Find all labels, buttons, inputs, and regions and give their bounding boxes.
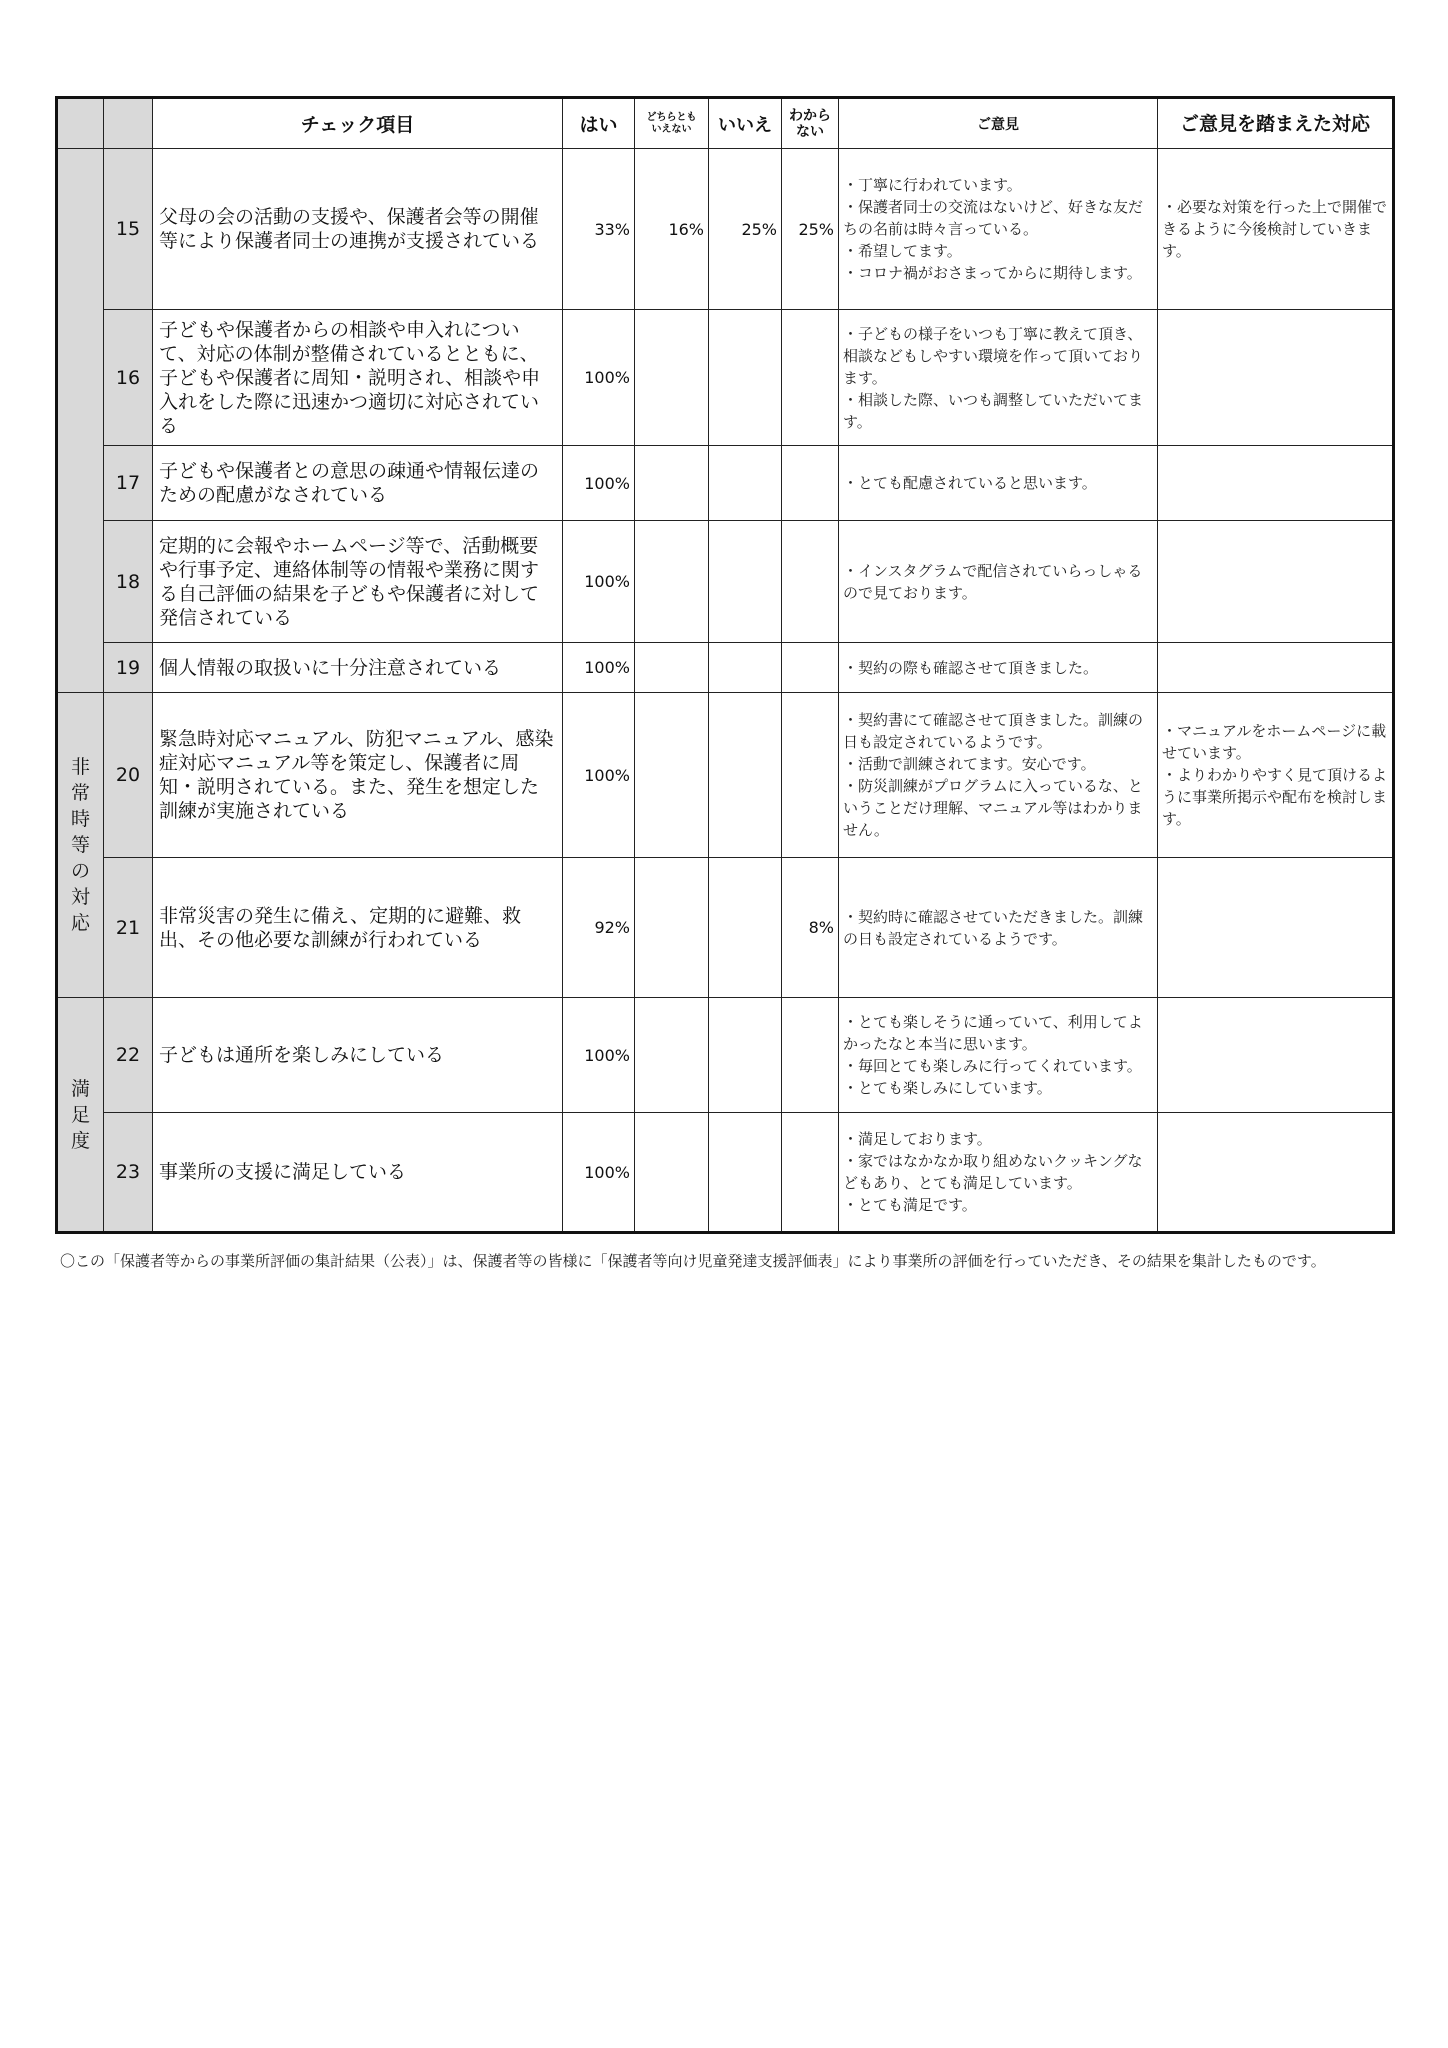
no-percent	[709, 693, 782, 858]
no-percent	[709, 446, 782, 521]
category-char: 常	[70, 782, 90, 804]
opinion-comment: ・防災訓練がプログラムに入っているな、ということだけ理解、マニュアル等はわかりません。	[843, 777, 1143, 839]
table-row	[57, 858, 1394, 998]
no-percent	[709, 643, 782, 693]
category-char: の	[70, 860, 90, 882]
row-number: 23	[104, 1113, 153, 1233]
table-row	[57, 1113, 1394, 1233]
unknown-percent	[782, 693, 839, 858]
opinions-cell	[839, 998, 1158, 1113]
category-char: 対	[70, 886, 90, 908]
row-number: 17	[104, 446, 153, 521]
unknown-percent	[782, 643, 839, 693]
unknown-percent: 25%	[782, 149, 839, 310]
opinions-cell	[839, 446, 1158, 521]
opinion-comment: ・丁寧に行われています。	[843, 176, 1022, 194]
evaluation-table	[55, 96, 1395, 1234]
response-cell	[1158, 858, 1394, 998]
table-row	[57, 149, 1394, 310]
opinions-cell	[839, 643, 1158, 693]
header-row	[57, 98, 1394, 149]
category-char: 足	[70, 1103, 90, 1126]
yes-percent: 100%	[563, 643, 635, 693]
neither-percent	[635, 446, 709, 521]
unknown-percent	[782, 310, 839, 446]
opinion-comment: ・とても楽しそうに通っていて、利用してよかったなと本当に思います。	[843, 1013, 1143, 1053]
opinions-cell	[839, 149, 1158, 310]
category-cell-satisfaction	[57, 998, 104, 1233]
row-number: 22	[104, 998, 153, 1113]
neither-percent	[635, 310, 709, 446]
neither-header: どちらとも いえない	[635, 98, 709, 149]
opinions-cell	[839, 693, 1158, 858]
check-item-text: 緊急時対応マニュアル、防犯マニュアル、感染症対応マニュアル等を策定し、保護者に周知・説明されている。また、発生を想定した訓練が実施されている	[153, 693, 563, 858]
opinion-comment: ・とても配慮されていると思います。	[843, 474, 1097, 492]
neither-percent: 16%	[635, 149, 709, 310]
unknown-percent	[782, 1113, 839, 1233]
category-header	[57, 98, 104, 149]
yes-percent: 100%	[563, 446, 635, 521]
opinion-comment: ・家ではなかなか取り組めないクッキングなどもあり、とても満足しています。	[843, 1152, 1143, 1192]
response-cell	[1158, 643, 1394, 693]
row-number: 19	[104, 643, 153, 693]
category-cell-blank	[57, 149, 104, 693]
check-item-text: 子どもは通所を楽しみにしている	[153, 998, 563, 1113]
category-char: 度	[70, 1129, 90, 1152]
category-char: 時	[70, 808, 90, 830]
opinions-cell	[839, 1113, 1158, 1233]
category-char: 応	[70, 912, 90, 934]
opinion-comment: ・満足しております。	[843, 1130, 992, 1148]
unknown-percent	[782, 998, 839, 1113]
table-row	[57, 998, 1394, 1113]
response-cell	[1158, 1113, 1394, 1233]
response-cell	[1158, 998, 1394, 1113]
table-row	[57, 521, 1394, 643]
opinion-comment: ・とても満足です。	[843, 1196, 977, 1214]
check-item-header: チェック項目	[153, 98, 563, 149]
check-item-text: 定期的に会報やホームページ等で、活動概要や行事予定、連絡体制等の情報や業務に関する自己評価の結果を子どもや保護者に対して発信されている	[153, 521, 563, 643]
table-row	[57, 310, 1394, 446]
opinions-cell	[839, 858, 1158, 998]
opinions-cell	[839, 310, 1158, 446]
no-percent	[709, 998, 782, 1113]
number-header	[104, 98, 153, 149]
row-number: 18	[104, 521, 153, 643]
opinion-comment: ・契約時に確認させていただきました。訓練の日も設定されているようです。	[843, 907, 1144, 948]
no-percent: 25%	[709, 149, 782, 310]
check-item-text: 子どもや保護者からの相談や申入れについて、対応の体制が整備されているとともに、子どもや保護者に周知・説明され、相談や申入れをした際に迅速かつ適切に対応されている	[153, 310, 563, 446]
unknown-percent: 8%	[782, 858, 839, 998]
opinion-comment: ・コロナ禍がおさまってからに期待します。	[843, 264, 1142, 282]
response-cell	[1158, 310, 1394, 446]
yes-header: はい	[563, 98, 635, 149]
opinion-comment: ・毎回とても楽しみに行ってくれています。	[843, 1057, 1142, 1075]
no-percent	[709, 310, 782, 446]
no-percent	[709, 1113, 782, 1233]
row-number: 15	[104, 149, 153, 310]
yes-percent: 100%	[563, 310, 635, 446]
opinion-comment: ・希望してます。	[843, 242, 962, 260]
neither-percent	[635, 521, 709, 643]
check-item-text: 事業所の支援に満足している	[153, 1113, 563, 1233]
opinion-comment: ・活動で訓練されてます。安心です。	[843, 755, 1096, 773]
response-cell: ・マニュアルをホームページに載せています。 ・よりわかりやすく見て頂けるように事業所掲示や配布を検討します。	[1158, 693, 1394, 858]
unknown-header: わから ない	[782, 98, 839, 149]
category-char: 満	[70, 1077, 90, 1100]
neither-percent	[635, 643, 709, 693]
no-percent	[709, 521, 782, 643]
opinion-comment: ・契約の際も確認させて頂きました。	[843, 658, 1099, 677]
footnote: 〇この「保護者等からの事業所評価の集計結果（公表）」は、保護者等の皆様に「保護者等向け児童発達支援評価表」により事業所の評価を行っていただき、その結果を集計したものです。	[60, 1252, 1326, 1270]
opinion-comment: ・インスタグラムで配信されていらっしゃるので見ております。	[843, 561, 1143, 602]
opinion-comment: ・契約書にて確認させて頂きました。訓練の日も設定されているようです。	[843, 711, 1144, 751]
check-item-text: 父母の会の活動の支援や、保護者会等の開催等により保護者同士の連携が支援されている	[153, 149, 563, 310]
opinions-cell	[839, 521, 1158, 643]
yes-percent: 100%	[563, 521, 635, 643]
category-char: 等	[70, 834, 90, 856]
yes-percent: 33%	[563, 149, 635, 310]
row-number: 21	[104, 858, 153, 998]
row-number: 20	[104, 693, 153, 858]
yes-percent: 100%	[563, 998, 635, 1113]
yes-percent: 92%	[563, 858, 635, 998]
yes-percent: 100%	[563, 693, 635, 858]
yes-percent: 100%	[563, 1113, 635, 1233]
table-row	[57, 693, 1394, 858]
check-item-text: 非常災害の発生に備え、定期的に避難、救出、その他必要な訓練が行われている	[153, 858, 563, 998]
neither-percent	[635, 858, 709, 998]
opinion-comment: ・相談した際、いつも調整していただいてます。	[843, 390, 1144, 431]
unknown-percent	[782, 521, 839, 643]
opinions-header: ご意見	[839, 98, 1158, 149]
category-char: 非	[70, 756, 90, 778]
opinion-comment: ・とても楽しみにしています。	[843, 1079, 1052, 1097]
no-header: いいえ	[709, 98, 782, 149]
row-number: 16	[104, 310, 153, 446]
neither-percent	[635, 998, 709, 1113]
no-percent	[709, 858, 782, 998]
check-item-text: 子どもや保護者との意思の疎通や情報伝達のための配慮がなされている	[153, 446, 563, 521]
opinion-comment: ・子どもの様子をいつも丁寧に教えて頂き、相談などもしやすい環境を作って頂いております。	[843, 324, 1144, 387]
category-cell-emergency	[57, 693, 104, 998]
response-cell	[1158, 446, 1394, 521]
check-item-text: 個人情報の取扱いに十分注意されている	[153, 643, 563, 693]
response-cell	[1158, 521, 1394, 643]
table-row	[57, 446, 1394, 521]
neither-percent	[635, 1113, 709, 1233]
response-header: ご意見を踏まえた対応	[1158, 98, 1394, 149]
unknown-percent	[782, 446, 839, 521]
opinion-comment: ・保護者同士の交流はないけど、好きな友だちの名前は時々言っている。	[843, 198, 1144, 238]
response-cell: ・必要な対策を行った上で開催できるように今後検討していきます。	[1158, 149, 1394, 310]
table-row	[57, 643, 1394, 693]
neither-percent	[635, 693, 709, 858]
